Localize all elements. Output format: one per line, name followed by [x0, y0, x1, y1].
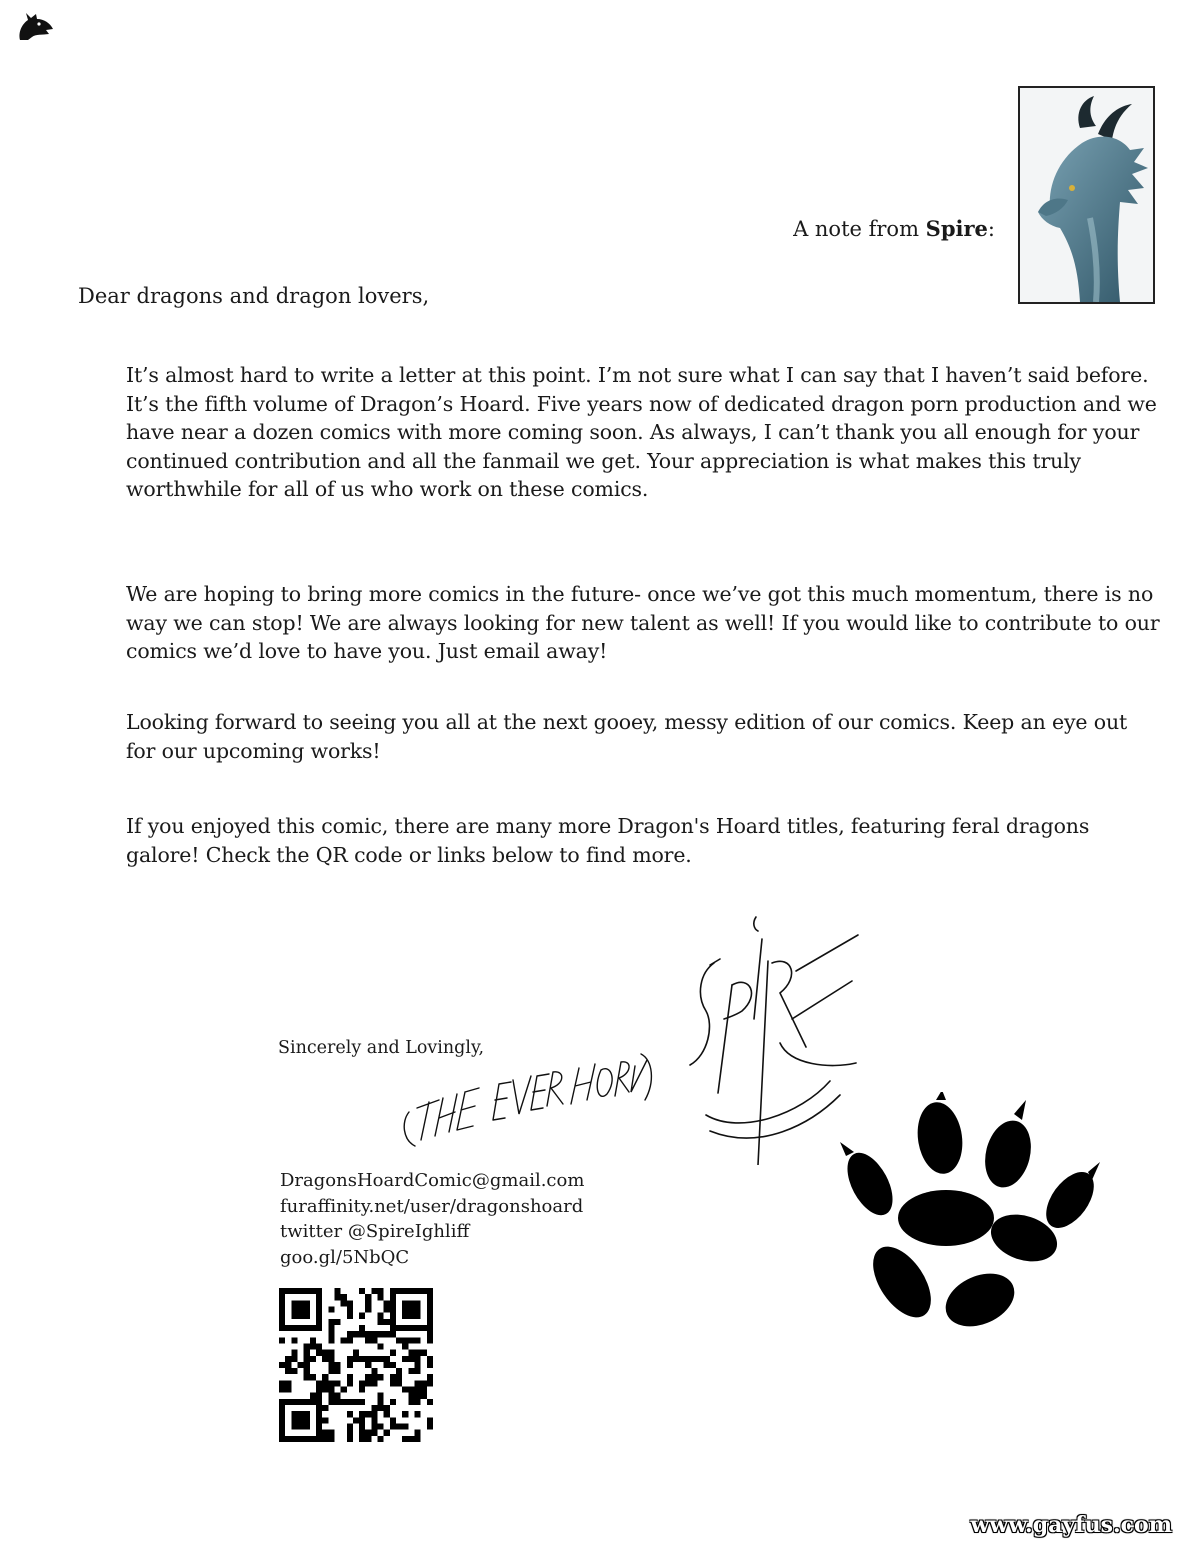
letter-paragraph-3: Looking forward to seeing you all at the next gooey, messy edition of our comics. Keep an eye out for our upcoming works! [126, 710, 1128, 763]
letter-paragraph-4: If you enjoyed this comic, there are many more Dragon's Hoard titles, featuring feral dragons galore! Check the QR code or links below to find more. [126, 814, 1090, 867]
contact-furaffinity[interactable]: furaffinity.net/user/dragonshoard [280, 1195, 584, 1217]
contact-twitter[interactable]: twitter @SpireIghliff [280, 1221, 470, 1242]
dragon-head-logo-icon [16, 10, 56, 44]
dragon-portrait [1018, 86, 1155, 304]
signature-the-ever-horny [395, 1040, 657, 1150]
letter-paragraph-1: It’s almost hard to write a letter at this point. I’m not sure what I can say that I haven’t said before. It’s the fifth volume of Dragon’s Hoard. Five years now of dedicated dragon porn production and we have near a dozen comics with more coming soon. As always, I can’t thank you all enough for your continued contribution and all the fanmail we get. Your appreciation is what makes this truly worthwhile for all of us who work on these comics. [126, 363, 1157, 501]
contact-info [280, 1168, 584, 1270]
note-author: Spire [925, 216, 988, 241]
note-heading: A note from Spire: [793, 216, 995, 241]
qr-code[interactable] [278, 1288, 434, 1442]
letter-closing: Sincerely and Lovingly, [278, 1038, 485, 1058]
letter-salutation: Dear dragons and dragon lovers, [78, 284, 430, 308]
contact-email[interactable]: DragonsHoardComic@gmail.com [280, 1170, 585, 1191]
contact-short-link[interactable]: goo.gl/5NbQC [280, 1246, 410, 1268]
watermark: www.gayfus.com [970, 1512, 1172, 1538]
dragon-paw-print-icon [830, 1092, 1110, 1342]
letter-paragraph-2: We are hoping to bring more comics in the future- once we’ve got this much momentum, there is no way we can stop! We are always looking for new talent as well! If you would like to contribute to our comics we’d love to have you. Just email away! [126, 582, 1160, 663]
